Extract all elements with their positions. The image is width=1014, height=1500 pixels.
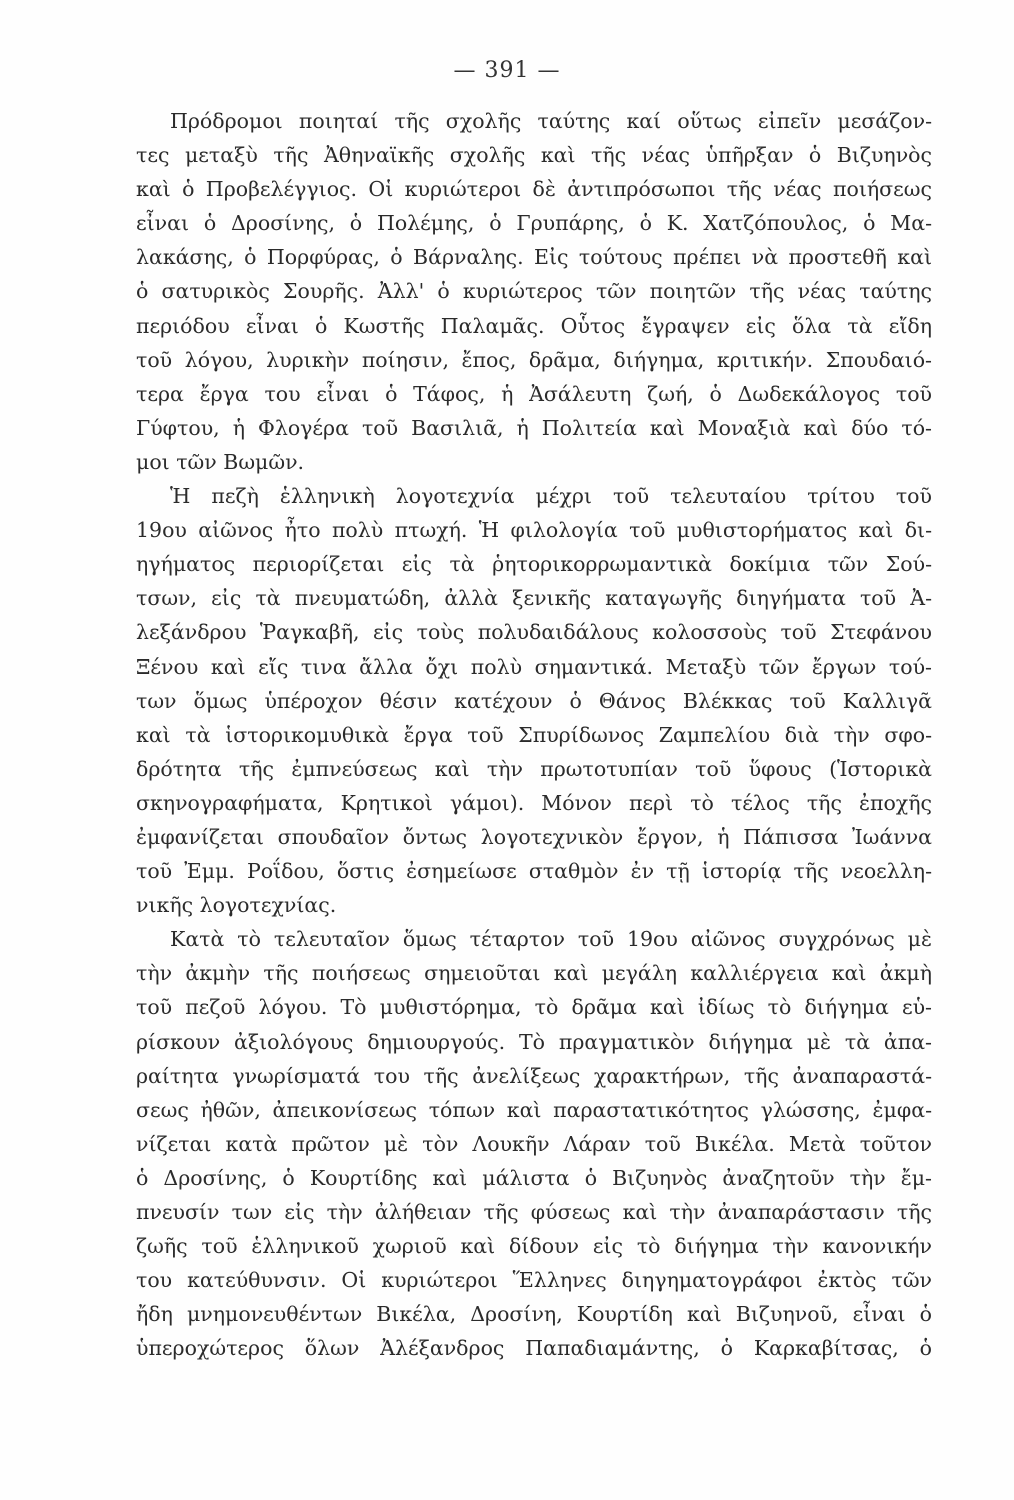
text-line: ἤδη μνημονευθέντων Βικέλα, Δροσίνη, Κουρτίδη καὶ Βιζυηνοῦ, εἶναι ὁ (136, 1302, 932, 1327)
text-line: ραίτητα γνωρίσματά του τῆς ἀνελίξεως χαρακτήρων, τῆς ἀναπαραστά- (136, 1063, 932, 1088)
text-line: ἐμφανίζεται σπουδαῖον ὄντως λογοτεχνικὸν ἔργον, ἡ Πάπισσα Ἰωάννα (136, 824, 932, 849)
text-line: ηγήματος περιορίζεται εἰς τὰ ῥητορικορρωμαντικὰ δοκίμια τῶν Σού- (136, 552, 932, 577)
text-line: Κατὰ τὸ τελευταῖον ὅμως τέταρτον τοῦ 19ου αἰῶνος συγχρόνως μὲ (170, 927, 932, 952)
text-line: καὶ τὰ ἱστορικομυθικὰ ἔργα τοῦ Σπυρίδωνος Ζαμπελίου διὰ τὴν σφο- (136, 722, 932, 747)
text-line: περιόδου εἶναι ὁ Κωστῆς Παλαμᾶς. Οὗτος ἔγραψεν εἰς ὅλα τὰ εἴδη (136, 313, 932, 338)
text-line: ζωῆς τοῦ ἑλληνικοῦ χωριοῦ καὶ δίδουν εἰς τὸ διήγημα τὴν κανονικήν (136, 1234, 932, 1259)
text-line: ὑπεροχώτερος ὅλων Ἀλέξανδρος Παπαδιαμάντης, ὁ Καρκαβίτσας, ὁ (136, 1336, 932, 1361)
text-line: των ὅμως ὑπέροχον θέσιν κατέχουν ὁ Θάνος Βλέκκας τοῦ Καλλιγᾶ (136, 688, 932, 713)
text-line: νίζεται κατὰ πρῶτον μὲ τὸν Λουκῆν Λάραν τοῦ Βικέλα. Μετὰ τοῦτον (136, 1131, 932, 1156)
text-line: του κατεύθυνσιν. Οἱ κυριώτεροι Ἕλληνες διηγηματογράφοι ἐκτὸς τῶν (136, 1268, 932, 1293)
text-line: ρίσκουν ἀξιολόγους δημιουργούς. Τὸ πραγματικὸν διήγημα μὲ τὰ ἀπα- (136, 1029, 932, 1054)
text-line: λεξάνδρου Ῥαγκαβῆ, εἰς τοὺς πολυδαιδάλους κολοσσοὺς τοῦ Στεφάνου (136, 620, 932, 645)
text-line: σκηνογραφήματα, Κρητικοὶ γάμοι). Μόνον περὶ τὸ τέλος τῆς ἐποχῆς (136, 790, 932, 815)
body-text (136, 104, 932, 1365)
text-line: καὶ ὁ Προβελέγγιος. Οἱ κυριώτεροι δὲ ἀντιπρόσωποι τῆς νέας ποιήσεως (136, 177, 932, 202)
text-line: τοῦ Ἐμμ. Ροΐδου, ὅστις ἐσημείωσε σταθμὸν ἐν τῇ ἱστορίᾳ τῆς νεοελλη- (136, 859, 932, 884)
text-line: 19ου αἰῶνος ἦτο πολὺ πτωχή. Ἡ φιλολογία τοῦ μυθιστορήματος καὶ δι- (136, 518, 932, 543)
text-line: σεως ἠθῶν, ἀπεικονίσεως τόπων καὶ παραστατικότητος γλώσσης, ἐμφα- (136, 1097, 932, 1122)
text-line: τοῦ λόγου, λυρικὴν ποίησιν, ἔπος, δρᾶμα, διήγημα, κριτικήν. Σπουδαιό- (136, 347, 932, 372)
text-line: τερα ἔργα του εἶναι ὁ Τάφος, ἡ Ἀσάλευτη ζωή, ὁ Δωδεκάλογος τοῦ (136, 381, 932, 406)
text-line: Γύφτου, ἡ Φλογέρα τοῦ Βασιλιᾶ, ἡ Πολιτεία καὶ Μοναξιὰ καὶ δύο τό- (136, 415, 932, 440)
page-number: — 391 — (453, 58, 561, 83)
text-line: τσων, εἰς τὰ πνευματώδη, ἀλλὰ ξενικῆς καταγωγῆς διηγήματα τοῦ Ἀ- (136, 586, 932, 611)
text-line: Πρόδρομοι ποιηταί τῆς σχολῆς ταύτης καί οὕτως εἰπεῖν μεσάζον- (170, 109, 932, 133)
text-line: τες μεταξὺ τῆς Ἀθηναϊκῆς σχολῆς καὶ τῆς νέας ὑπῆρξαν ὁ Βιζυηνὸς (136, 143, 932, 168)
text-line: λακάσης, ὁ Πορφύρας, ὁ Βάρναλης. Εἰς τούτους πρέπει νὰ προστεθῆ καὶ (136, 245, 932, 270)
text-line: τοῦ πεζοῦ λόγου. Τὸ μυθιστόρημα, τὸ δρᾶμα καὶ ἰδίως τὸ διήγημα εὑ- (136, 995, 932, 1020)
text-line: δρότητα τῆς ἐμπνεύσεως καὶ τὴν πρωτοτυπίαν τοῦ ὕφους (Ἱστορικὰ (136, 756, 932, 781)
text-line: ὁ σατυρικὸς Σουρῆς. Ἀλλ' ὁ κυριώτερος τῶν ποιητῶν τῆς νέας ταύτης (136, 279, 932, 304)
text-line: νικῆς λογοτεχνίας. (136, 893, 337, 918)
text-line: Ξένου καὶ εἴς τινα ἄλλα ὄχι πολὺ σημαντικά. Μεταξὺ τῶν ἔργων τού- (136, 654, 932, 679)
text-line: ὁ Δροσίνης, ὁ Κουρτίδης καὶ μάλιστα ὁ Βιζυηνὸς ἀναζητοῦν τὴν ἔμ- (136, 1165, 932, 1190)
text-line: τὴν ἀκμὴν τῆς ποιήσεως σημειοῦται καὶ μεγάλη καλλιέργεια καὶ ἀκμὴ (136, 961, 932, 986)
text-line: μοι τῶν Βωμῶν. (136, 449, 305, 474)
text-line: Ἡ πεζὴ ἑλληνικὴ λογοτεχνία μέχρι τοῦ τελευταίου τρίτου τοῦ (170, 484, 932, 509)
text-line: εἶναι ὁ Δροσίνης, ὁ Πολέμης, ὁ Γρυπάρης, ὁ Κ. Χατζόπουλος, ὁ Μα- (136, 211, 932, 236)
text-line: πνευσίν των εἰς τὴν ἀλήθειαν τῆς φύσεως καὶ τὴν ἀναπαράστασιν τῆς (136, 1200, 932, 1224)
